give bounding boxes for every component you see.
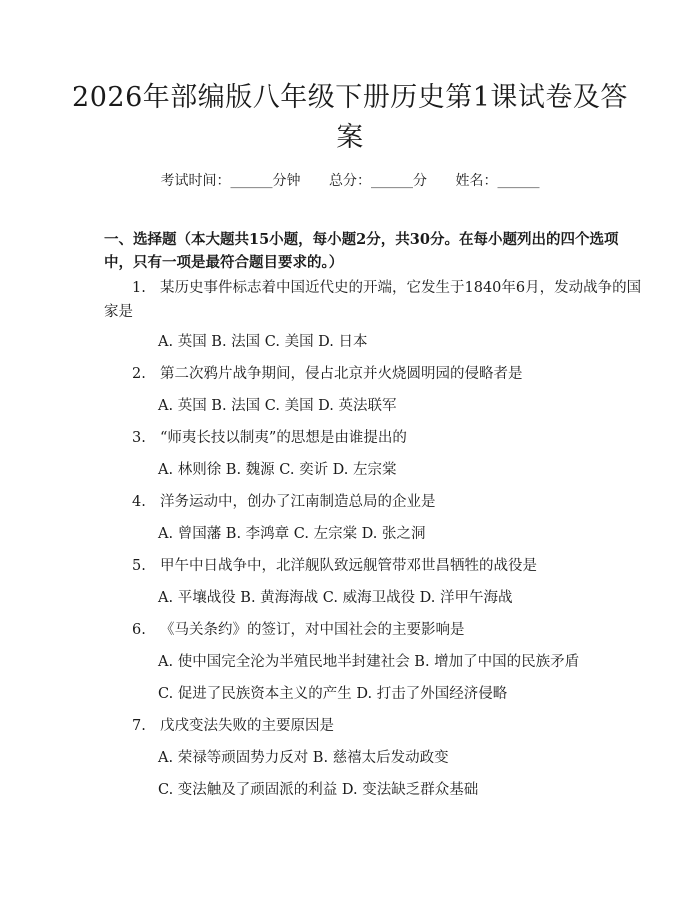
question-text: 甲午中日战争中，北洋舰队致远舰管带邓世昌牺牲的战役是: [160, 558, 537, 574]
question-stem: [104, 276, 644, 324]
question-text: 第二次鸦片战争期间，侵占北京并火烧圆明园的侵略者是: [160, 366, 523, 382]
question-stem: [132, 426, 632, 450]
question-text: 某历史事件标志着中国近代史的开端，它发生于1840年6月，发动战争的国家是: [104, 280, 642, 320]
question-text: 《马关条约》的签订，对中国社会的主要影响是: [160, 622, 465, 638]
question-number: 6.: [132, 622, 146, 638]
exam-time: 考试时间：______分钟: [160, 173, 301, 189]
question-text: 洋务运动中，创办了江南制造总局的企业是: [160, 494, 436, 510]
question-stem: [132, 490, 632, 514]
question-options: A. 英国 B. 法国 C. 美国 D. 日本: [158, 334, 368, 350]
question-options: A. 平壤战役 B. 黄海海战 C. 威海卫战役 D. 洋甲午海战: [158, 590, 513, 606]
question-options: A. 英国 B. 法国 C. 美国 D. 英法联军: [158, 398, 397, 414]
question-options: C. 促进了民族资本主义的产生 D. 打击了外国经济侵略: [158, 686, 508, 702]
question-options: A. 林则徐 B. 魏源 C. 奕䜣 D. 左宗棠: [158, 462, 397, 478]
question-options: C. 变法触及了顽固派的利益 D. 变法缺乏群众基础: [158, 782, 479, 798]
page-title: 2026年部编版八年级下册历史第1课试卷及答案: [72, 82, 628, 153]
student-name: 姓名：______: [455, 173, 540, 189]
section-heading: 一、选择题（本大题共15小题，每小题2分，共30分。在每小题列出的四个选项中，只有一项是最符合题目要求的。）: [104, 231, 619, 271]
question-stem: [132, 618, 632, 642]
question-number: 2.: [132, 366, 146, 382]
question-number: 4.: [132, 494, 146, 510]
question-stem: [132, 362, 632, 386]
question-stem: [132, 714, 632, 738]
question-text: “师夷长技以制夷”的思想是由谁提出的: [160, 430, 407, 446]
question-options: A. 使中国完全沦为半殖民地半封建社会 B. 增加了中国的民族矛盾: [158, 654, 580, 670]
question-number: 1.: [132, 280, 146, 296]
question-stem: [132, 554, 632, 578]
question-number: 3.: [132, 430, 146, 446]
exam-meta: [0, 170, 700, 190]
question-number: 7.: [132, 718, 146, 734]
question-text: 戊戌变法失败的主要原因是: [160, 718, 334, 734]
question-number: 5.: [132, 558, 146, 574]
total-score: 总分：______分: [329, 173, 427, 189]
question-options: A. 荣禄等顽固势力反对 B. 慈禧太后发动政变: [158, 750, 449, 766]
question-options: A. 曾国藩 B. 李鸿章 C. 左宗棠 D. 张之洞: [158, 526, 426, 542]
